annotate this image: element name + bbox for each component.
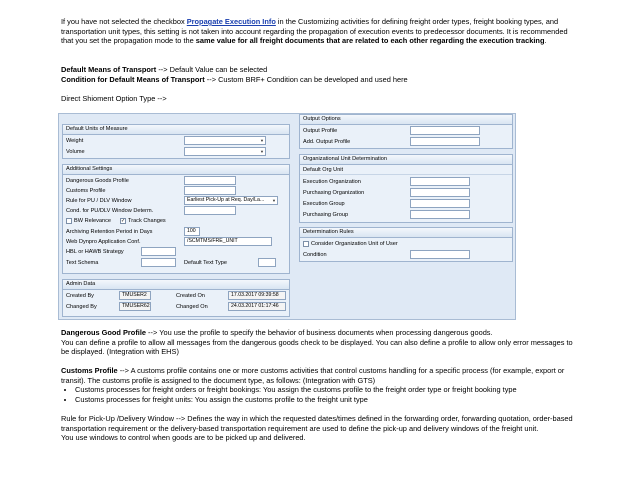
- created-by-value: TMUSER2: [119, 291, 151, 300]
- customs-profile-heading: Customs Profile: [61, 366, 118, 375]
- purchasing-org-input[interactable]: [410, 188, 470, 197]
- propagate-execution-info-link[interactable]: Propagate Execution Info: [186, 17, 276, 26]
- condition-desc: --> Custom BRF+ Condition can be developed and used here: [204, 75, 408, 84]
- default-text-type-label: Default Text Type: [184, 260, 228, 266]
- condition-line: [61, 75, 581, 85]
- dangerous-good-profile-text: --> You use the profile to specify the behavior of business documents when processing dangerous goods.: [146, 328, 493, 337]
- default-means-line: [61, 65, 581, 75]
- changed-by-value: TMUSER62: [119, 302, 151, 311]
- customs-bullet-list: [61, 385, 581, 404]
- execution-org-input[interactable]: [410, 177, 470, 186]
- customs-bullet: • Customs processes for freight units: You assign the customs profile to the freight unit type: [75, 395, 581, 405]
- intro-text-2: in the Customizing activities for defining freight order types, freight booking types, and transportation unit types, this setting is not taken into account regarding the propagation of execution events to predecessor documents. It is recommended that you set the propagation mode to the: [61, 17, 568, 46]
- determination-rules-title: Determination Rules: [300, 228, 512, 238]
- direct-shipment-line: Direct Shioment Option Type -->: [61, 94, 167, 103]
- add-output-profile-input[interactable]: [410, 137, 480, 146]
- dangerous-good-profile-text-2: You can define a profile to allow all messages from the dangerous goods check to be displayed. You can also define a profile to allow only error messages to be displayed. (Integration with EHS): [61, 337, 573, 357]
- pickup-window-paragraph: [61, 414, 581, 443]
- created-on-label: Created On: [176, 293, 205, 299]
- bw-relevance-checkbox[interactable]: [66, 218, 72, 224]
- pu-dlv-window-dropdown[interactable]: Earliest Pick-Up at Req. Day/La... ▼: [184, 196, 278, 205]
- dangerous-good-profile-paragraph: [61, 328, 581, 357]
- org-unit-separator: [300, 174, 512, 175]
- consider-org-unit-label: Consider Organization Unit of User: [311, 241, 398, 247]
- determination-rules-group: [299, 227, 513, 262]
- purchasing-group-input[interactable]: [410, 210, 470, 219]
- condition-label: Condition: [303, 252, 327, 258]
- pu-dlv-window-label: Rule for PU / DLV Window: [66, 198, 132, 204]
- purchasing-org-label: Purchasing Organization: [303, 190, 365, 196]
- intro-text: If you have not selected the checkbox: [61, 17, 187, 26]
- additional-settings-group: [62, 164, 290, 274]
- default-means-label: Default Means of Transport: [61, 65, 157, 74]
- created-on-value: 17.03.2017 09:39:58: [228, 291, 286, 300]
- output-options-title: Output Options: [300, 115, 512, 125]
- condition-label: Condition for Default Means of Transport: [61, 75, 205, 84]
- hbl-strategy-label: HBL or HAWB Strategy: [66, 249, 124, 255]
- dangerous-good-profile-heading: Dangerous Good Profile: [61, 328, 146, 337]
- pu-dlv-cond-input[interactable]: [184, 206, 236, 215]
- default-means-desc: --> Default Value can be selected: [156, 65, 268, 74]
- execution-group-label: Execution Group: [303, 201, 345, 207]
- customs-profile-paragraph: [61, 366, 581, 404]
- execution-group-input[interactable]: [410, 199, 470, 208]
- intro-bold-text: same value for all freight documents that are related to each other regarding the execution tracking: [195, 36, 545, 46]
- webdynpro-label: Web Dynpro Application Conf.: [66, 239, 141, 245]
- hbl-strategy-input[interactable]: [141, 247, 176, 256]
- sap-settings-screen: [58, 113, 516, 320]
- output-profile-label: Output Profile: [303, 128, 338, 134]
- admin-data-group: [62, 279, 290, 317]
- customs-profile-text: --> A customs profile contains one or more customs activities that control customs handling for a specific process (for example, export or transit). The customs profile is assigned to the document type, as follows: (Integration with GTS): [61, 366, 565, 385]
- archiving-input[interactable]: 100: [184, 227, 200, 236]
- volume-label: Volume: [66, 149, 85, 155]
- changed-on-label: Changed On: [176, 304, 208, 310]
- text-schema-input[interactable]: [141, 258, 176, 267]
- org-unit-determination-title: Organizational Unit Determination: [300, 155, 512, 165]
- execution-org-label: Execution Organization: [303, 179, 361, 185]
- add-output-profile-label: Add. Output Profile: [303, 139, 351, 145]
- customs-profile-input[interactable]: [184, 186, 236, 195]
- output-options-group: [299, 114, 513, 149]
- pickup-window-text: Rule for Pick-Up /Delivery Window --> Defines the way in which the requested dates/times defined in the forwarding order, forwarding quotation, order-based transportation requirement or the delivery-based transportation requirement are used to define the pick-up and delivery windows of the freight unit.: [61, 414, 573, 433]
- org-unit-determination-group: [299, 154, 513, 223]
- changed-by-label: Changed By: [66, 304, 97, 310]
- additional-settings-title: Additional Settings: [63, 165, 289, 175]
- dangerous-goods-profile-input[interactable]: [184, 176, 236, 185]
- changed-on-value: 24.03.2017 01:17:46: [228, 302, 286, 311]
- dangerous-goods-profile-label: Dangerous Goods Profile: [66, 178, 129, 184]
- output-profile-input[interactable]: [410, 126, 480, 135]
- track-changes-checkbox[interactable]: ✓: [121, 218, 126, 224]
- intro-text-3: .: [544, 36, 547, 46]
- intro-paragraph: [61, 17, 581, 46]
- customs-bullet: • Customs processes for freight orders or freight bookings: You assign the customs profile to the freight order type or freight booking type: [75, 385, 581, 395]
- track-changes-label: Track Changes: [128, 218, 166, 224]
- created-by-label: Created By: [66, 293, 94, 299]
- archiving-label: Archiving Retention Period in Days: [66, 229, 153, 235]
- customs-profile-label: Customs Profile: [66, 188, 106, 194]
- admin-data-title: Admin Data: [63, 280, 289, 290]
- text-schema-label: Text Schema: [66, 260, 99, 266]
- bw-relevance-label: BW Relevance: [74, 218, 111, 224]
- pu-dlv-cond-label: Cond. for PU/DLV Window Determ.: [66, 208, 154, 214]
- consider-org-unit-checkbox[interactable]: [303, 241, 309, 247]
- pickup-window-text-2: You use windows to control when goods are to be picked up and delivered.: [61, 433, 306, 443]
- purchasing-group-label: Purchasing Group: [303, 212, 349, 218]
- default-text-type-input[interactable]: [258, 258, 276, 267]
- weight-dropdown[interactable]: [184, 136, 266, 145]
- weight-label: Weight: [66, 138, 84, 144]
- units-of-measure-group: [62, 124, 290, 159]
- volume-dropdown[interactable]: [184, 147, 266, 156]
- units-of-measure-title: Default Units of Measure: [63, 125, 289, 135]
- default-org-unit-label: Default Org Unit: [303, 167, 344, 173]
- webdynpro-input[interactable]: /SCMTMS/FRE_UNIT: [184, 237, 272, 246]
- condition-input[interactable]: [410, 250, 470, 259]
